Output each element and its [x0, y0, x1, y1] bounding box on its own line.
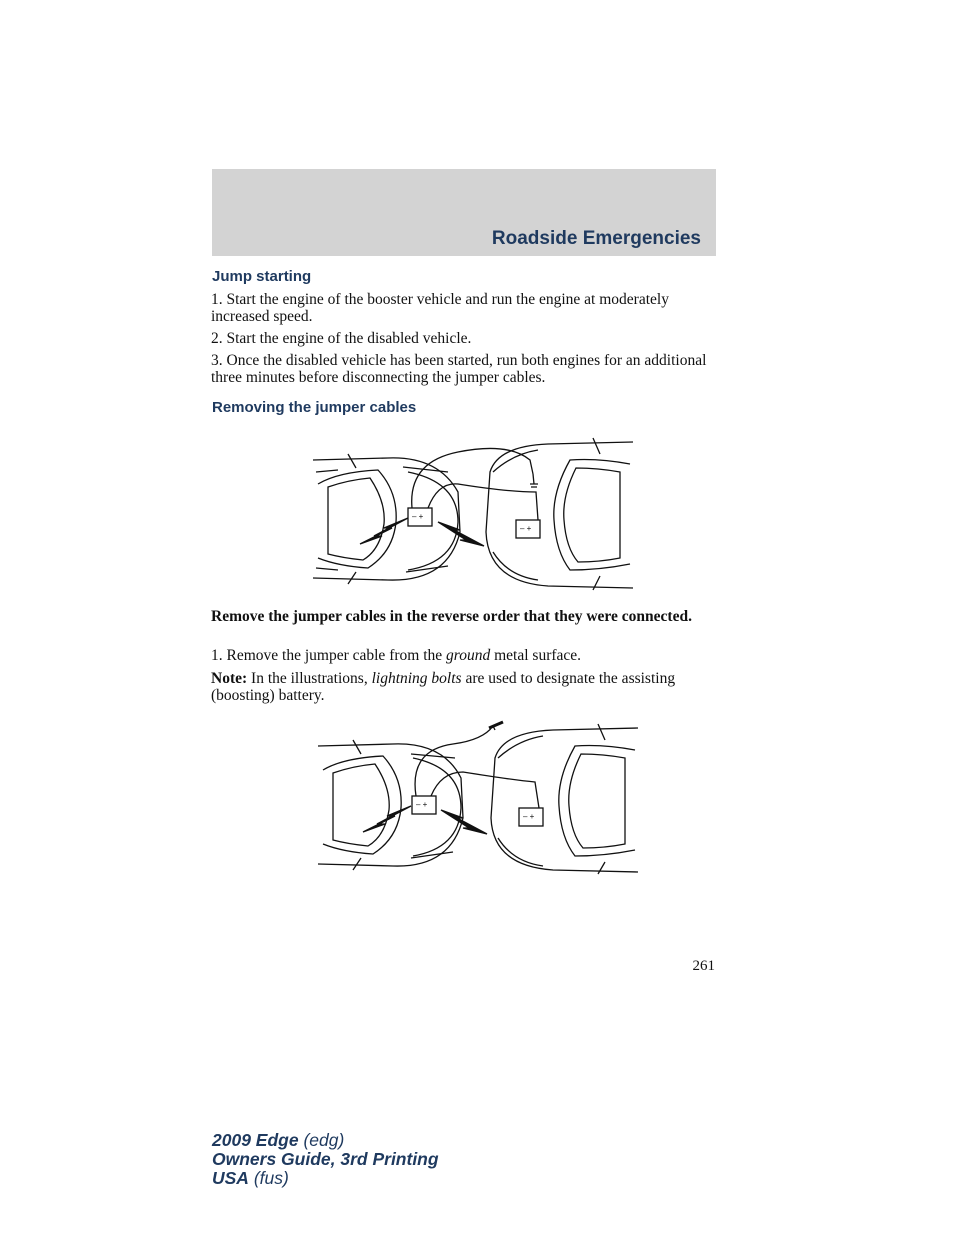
- footer-publication-info: 2009 Edge (edg) Owners Guide, 3rd Printing USA (fus): [212, 1130, 439, 1188]
- section-header-band: [212, 169, 716, 256]
- booster-vehicle-drawing: [486, 438, 633, 590]
- jump-step-3: 3. Once the disabled vehicle has been started, run both engines for an additional three minutes before disconnecting the jumper cables.: [211, 352, 707, 386]
- battery-terminal-label-1: – +: [412, 512, 424, 521]
- booster-vehicle-drawing: [491, 724, 638, 874]
- remove-step-1: 1. Remove the jumper cable from the ground metal surface.: [211, 647, 582, 664]
- page-number: 261: [692, 958, 715, 974]
- lightning-bolt-icon: [438, 522, 484, 546]
- jumper-cable-negative: [415, 726, 493, 796]
- illustration-note: Note: In the illustrations, lightning bolts are used to designate the assisting (boosting) battery.: [211, 670, 676, 704]
- jump-starting-heading: Jump starting: [212, 268, 312, 285]
- battery-terminal-label-2: – +: [520, 524, 532, 533]
- battery-terminal-label-1: – +: [416, 800, 428, 809]
- removing-cables-heading: Removing the jumper cables: [212, 399, 417, 416]
- section-title: Roadside Emergencies: [491, 228, 701, 249]
- ground-symbol: [530, 474, 538, 487]
- battery-terminal-label-2: – +: [523, 812, 535, 821]
- jumper-cable-illustration-2: [313, 716, 643, 882]
- disconnected-clamp-end: [489, 722, 503, 728]
- jump-step-2: 2. Start the engine of the disabled vehicle.: [211, 330, 472, 347]
- disabled-vehicle-drawing: [318, 740, 463, 870]
- lightning-bolt-icon: [363, 806, 411, 832]
- lightning-bolt-icon: [441, 810, 487, 834]
- reverse-order-warning: Remove the jumper cables in the reverse order that they were connected.: [211, 608, 692, 625]
- jumper-cable-illustration-1: [308, 432, 638, 598]
- jump-step-1: 1. Start the engine of the booster vehicle and run the engine at moderately increased speed.: [211, 291, 669, 325]
- disabled-vehicle-drawing: [313, 454, 460, 584]
- jumper-cable-positive: [431, 772, 539, 808]
